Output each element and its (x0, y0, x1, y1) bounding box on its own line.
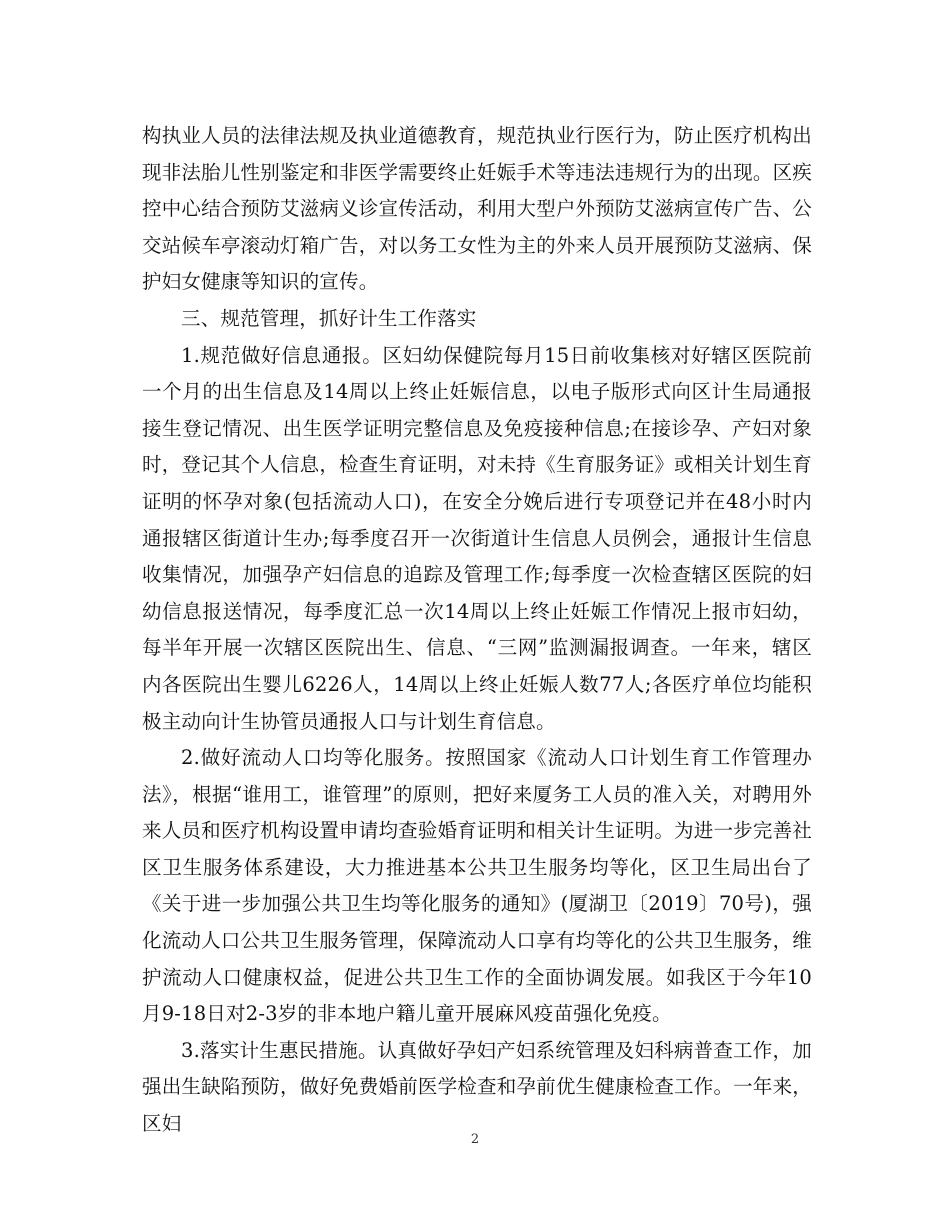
paragraph-benefit-measures: 3.落实计生惠民措施。认真做好孕妇产妇系统管理及妇科病普查工作，加强出生缺陷预防，做好免费婚前医学检查和孕前优生健康检查工作。一年来，区妇 (142, 1038, 812, 1136)
document-body (142, 118, 812, 1143)
paragraph-info-report: 1.规范做好信息通报。区妇幼保健院每月15日前收集核对好辖区医院前一个月的出生信息及14周以上终止妊娠信息，以电子版形式向区计生局通报接生登记情况、出生医学证明完整信息及免疫接种信息;在接诊孕、产妇对象时，登记其个人信息，检查生育证明，对未持《生育服务证》或相关计划生育证明的怀孕对象(包括流动人口)，在安全分娩后进行专项登记并在48小时内通报辖区街道计生办;每季度召开一次街道计生信息人员例会，通报计生信息收集情况，加强孕产妇信息的追踪及管理工作;每季度一次检查辖区医院的妇幼信息报送情况，每季度汇总一次14周以上终止妊娠工作情况上报市妇幼，每半年开展一次辖区医院出生、信息、“三网”监测漏报调查。一年来，辖区内各医院出生婴儿6226人，14周以上终止妊娠人数77人;各医疗单位均能积极主动向计生协管员通报人口与计划生育信息。 (142, 343, 812, 733)
page-number: 2 (470, 1132, 480, 1147)
section-heading: 三、规范管理，抓好计生工作落实 (181, 306, 477, 330)
paragraph-continuation: 构执业人员的法律法规及执业道德教育，规范执业行医行为，防止医疗机构出现非法胎儿性别鉴定和非医学需要终止妊娠手术等违法违规行为的出现。区疾控中心结合预防艾滋病义诊宣传活动，利用大型户外预防艾滋病宣传广告、公交站候车亭滚动灯箱广告，对以务工女性为主的外来人员开展预防艾滋病、保护妇女健康等知识的宣传。 (142, 124, 812, 294)
paragraph-floating-population: 2.做好流动人口均等化服务。按照国家《流动人口计划生育工作管理办法》，根据“谁用工，谁管理”的原则，把好来厦务工人员的准入关，对聘用外来人员和医疗机构设置申请均查验婚育证明和相关计生证明。为进一步完善社区卫生服务体系建设，大力推进基本公共卫生服务均等化，区卫生局出台了《关于进一步加强公共卫生均等化服务的通知》(厦湖卫〔2019〕70号)，强化流动人口公共卫生服务管理，保障流动人口享有均等化的公共卫生服务，维护流动人口健康权益，促进公共卫生工作的全面协调发展。如我区于今年10月9-18日对2-3岁的非本地户籍儿童开展麻风疫苗强化免疫。 (142, 746, 812, 1026)
